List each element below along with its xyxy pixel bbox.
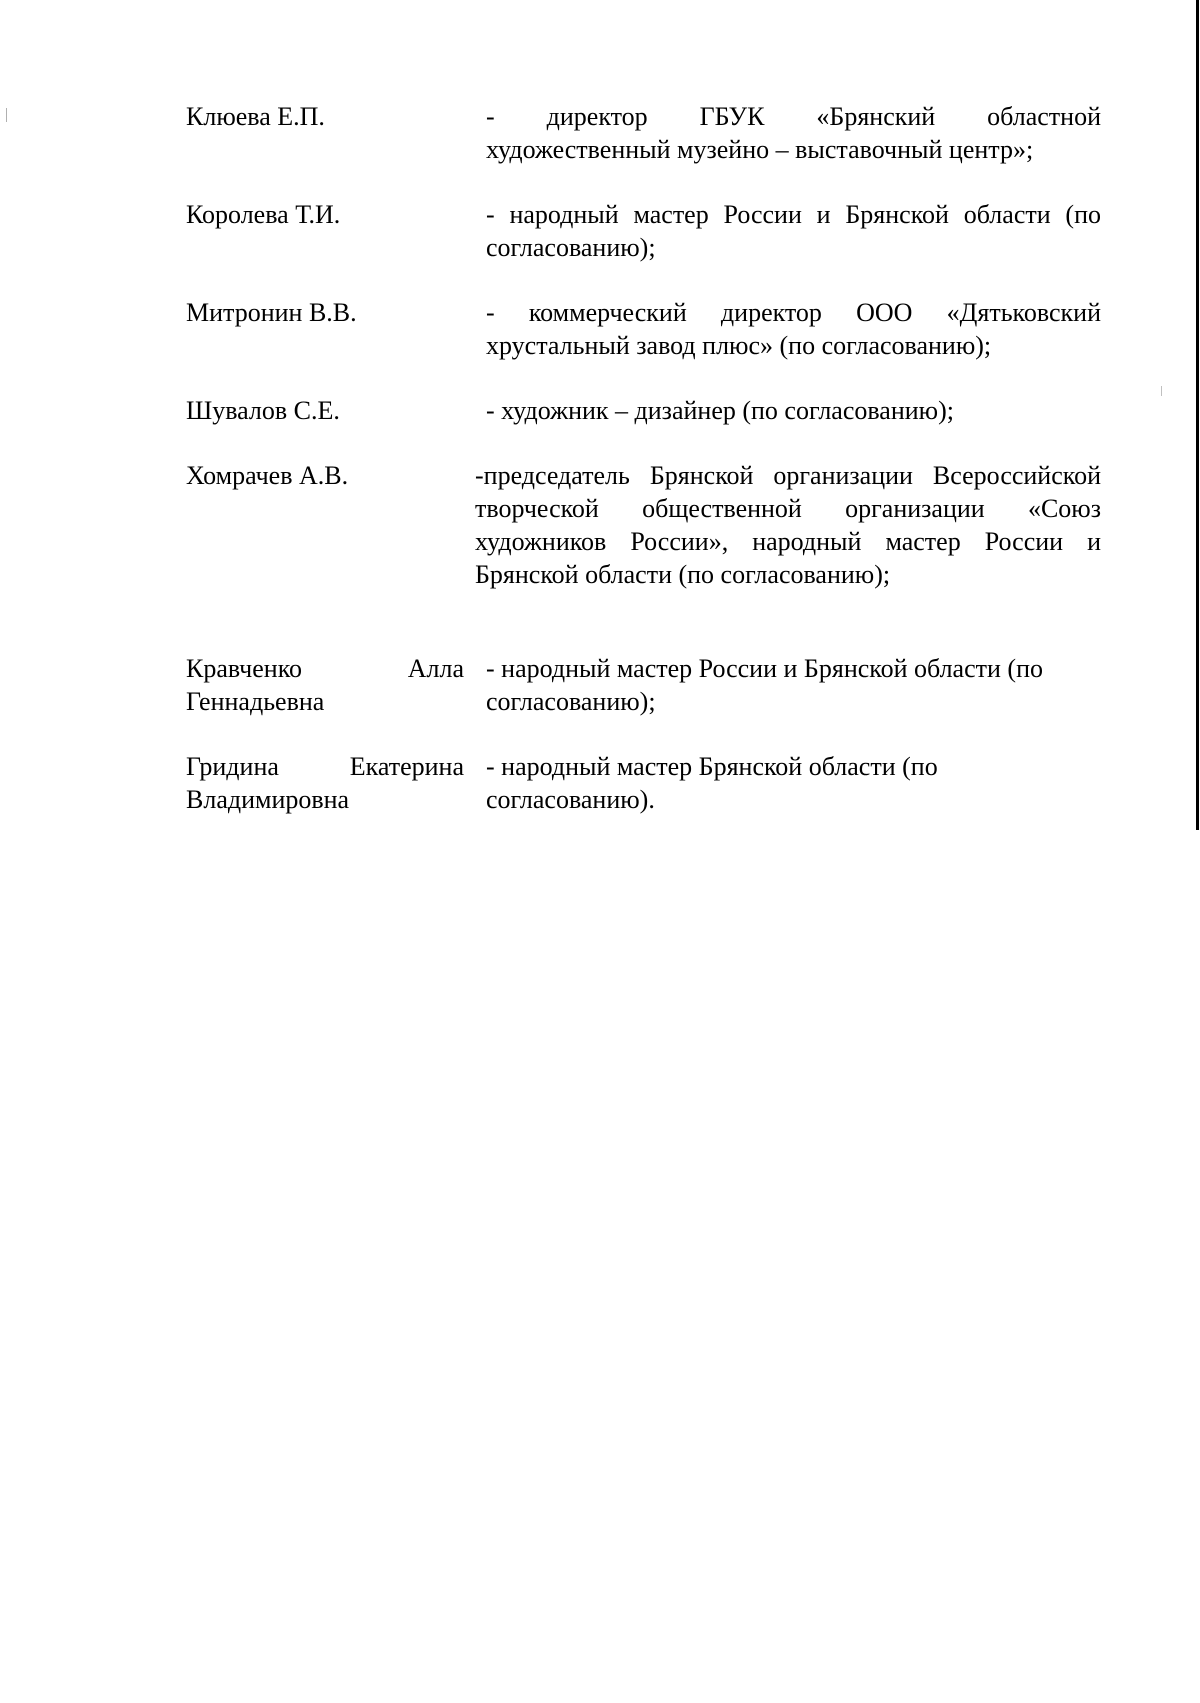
- member-row: [186, 198, 1101, 298]
- member-name: Гридина Екатерина Владимировна: [186, 752, 464, 814]
- member-row: [186, 750, 1101, 850]
- member-role: -председатель Брянской организации Всероссийской творческой общественной организации «Союз художников России», народный мастер России и Брянской области (по согласованию);: [475, 461, 1101, 589]
- member-row: [186, 652, 1101, 752]
- member-role: - коммерческий директор ООО «Дятьковский хрустальный завод плюс» (по согласованию);: [486, 298, 1101, 360]
- member-name: Митронин В.В.: [186, 298, 357, 327]
- member-name: Королева Т.И.: [186, 200, 341, 229]
- member-name: Клюева Е.П.: [186, 102, 325, 131]
- member-row: [186, 296, 1101, 396]
- member-role: - народный мастер России и Брянской области (по согласованию);: [486, 200, 1101, 262]
- member-name: Шувалов С.Е.: [186, 396, 340, 425]
- member-role: - народный мастер Брянской области (по согласованию).: [486, 752, 938, 814]
- member-name: Хомрачев А.В.: [186, 461, 349, 490]
- member-row: [186, 459, 1101, 629]
- member-row: [186, 100, 1101, 200]
- member-name: Кравченко Алла Геннадьевна: [186, 654, 464, 716]
- member-role: - народный мастер России и Брянской области (по согласованию);: [486, 654, 1043, 716]
- member-role: - директор ГБУК «Брянский областной художественный музейно – выставочный центр»;: [486, 102, 1101, 164]
- member-role: - художник – дизайнер (по согласованию);: [486, 396, 954, 425]
